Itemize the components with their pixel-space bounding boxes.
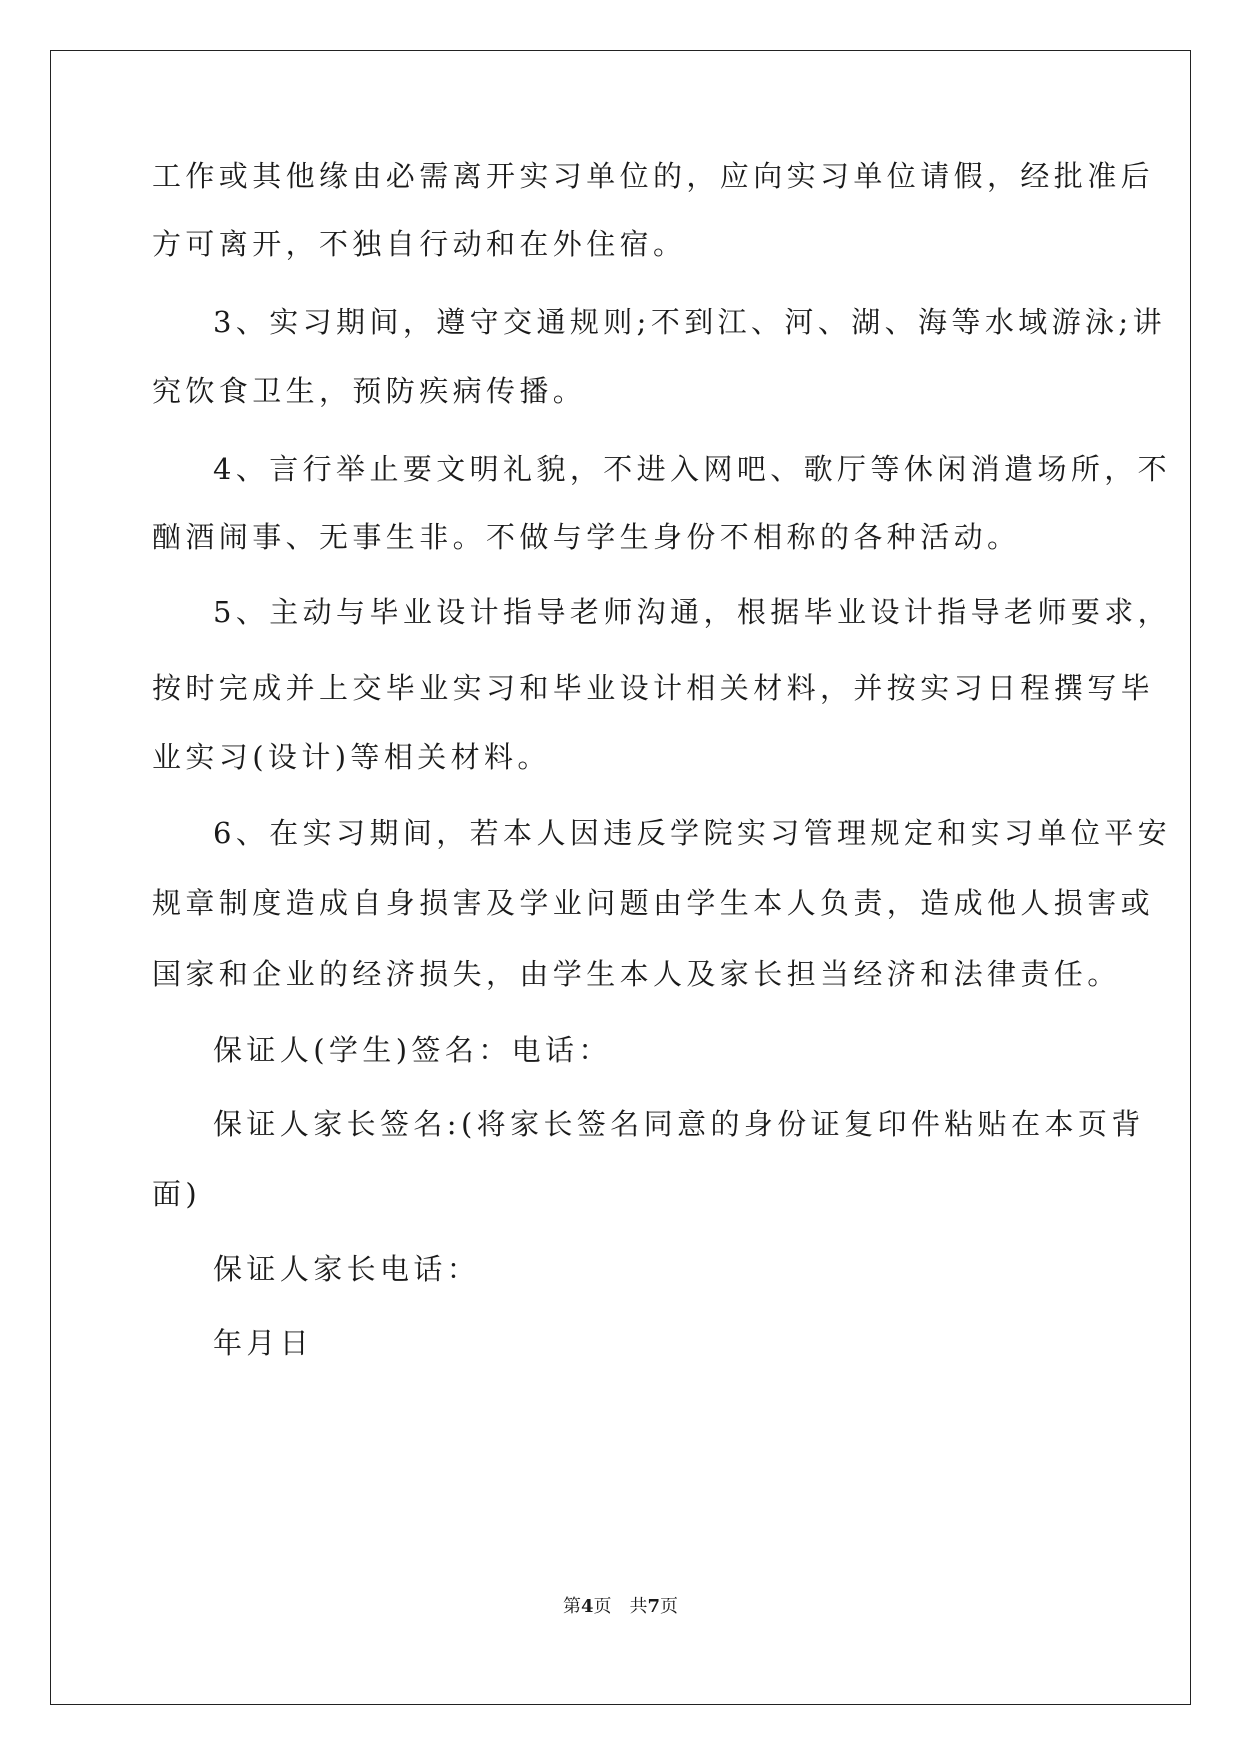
- text-line: 3、实习期间，遵守交通规则;不到江、河、湖、海等水域游泳;讲: [213, 305, 1166, 339]
- total-page-number: 7: [647, 1596, 661, 1617]
- text-line: 究饮食卫生，预防疾病传播。: [152, 374, 587, 408]
- text-line: 工作或其他缘由必需离开实习单位的，应向实习单位请假，经批准后: [152, 159, 1155, 193]
- text-line: 4、言行举止要文明礼貌，不进入网吧、歌厅等休闲消遣场所，不: [213, 452, 1172, 486]
- text-line: 5、主动与毕业设计指导老师沟通，根据毕业设计指导老师要求，: [213, 595, 1172, 629]
- page-border: [50, 50, 1191, 1705]
- text-line: 方可离开，不独自行动和在外住宿。: [152, 227, 687, 261]
- text-line: 酗酒闹事、无事生非。不做与学生身份不相称的各种活动。: [152, 520, 1021, 554]
- text-line: 面): [152, 1177, 202, 1211]
- current-page-number: 4: [580, 1596, 594, 1617]
- footer-suffix: 页: [660, 1596, 679, 1617]
- text-line: 年月日: [213, 1326, 314, 1360]
- text-line: 业实习(设计)等相关材料。: [152, 740, 551, 774]
- text-line: 保证人家长签名:(将家长签名同意的身份证复印件粘贴在本页背: [213, 1107, 1145, 1141]
- text-line: 国家和企业的经济损失，由学生本人及家长担当经济和法律责任。: [152, 957, 1121, 991]
- page-footer: [0, 1595, 1241, 1619]
- text-line: 6、在实习期间，若本人因违反学院实习管理规定和实习单位平安: [213, 816, 1172, 850]
- text-line: 规章制度造成自身损害及学业问题由学生本人负责，造成他人损害或: [152, 886, 1155, 920]
- footer-mid: 页 共: [593, 1596, 648, 1617]
- text-line: 按时完成并上交毕业实习和毕业设计相关材料，并按实习日程撰写毕: [152, 671, 1155, 705]
- text-line: 保证人家长电话：: [213, 1252, 481, 1286]
- footer-prefix: 第: [562, 1596, 581, 1617]
- text-line: 保证人(学生)签名：电话：: [213, 1033, 612, 1067]
